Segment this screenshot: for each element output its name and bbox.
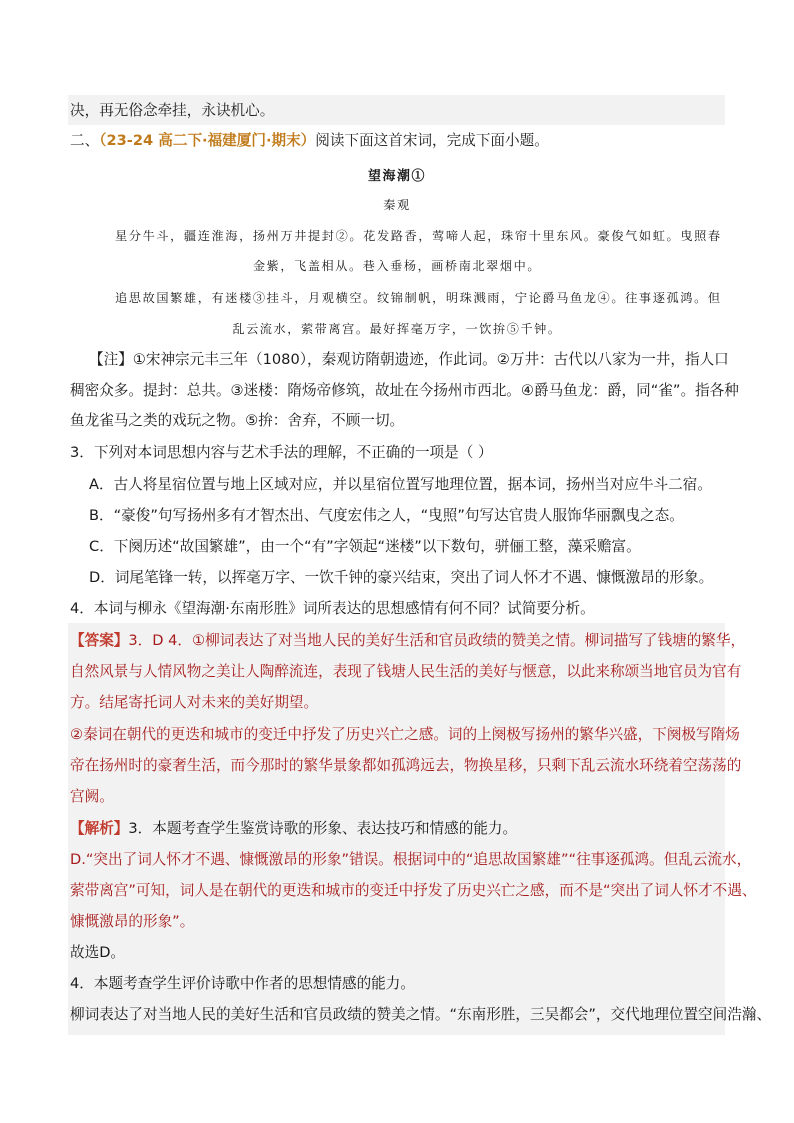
question-3-option-d: D．词尾笔锋一转，以挥毫万字、一饮千钟的豪兴结束，突出了词人怀才不遇、慷慨激昂的形象。 — [89, 569, 714, 586]
answer-line-3: 方。结尾寄托词人对未来的美好期望。 — [70, 694, 319, 711]
question-3-option-c: C．下阕历述“故国繁雄”，由一个“有”字领起“迷楼”以下数句，骈俪工整，藻采赡富。 — [89, 538, 641, 555]
poem-line-2: 金紫，飞盖相从。巷入垂杨，画桥南北翠烟中。 — [252, 259, 542, 273]
note-line-3: 鱼龙雀马之类的戏玩之物。⑤拚：舍弃，不顾一切。 — [70, 412, 405, 429]
answer-tag: 【答案】 — [70, 632, 129, 649]
analysis-line-7: 柳词表达了对当地人民的美好生活和官员政绩的赞美之情。“东南形胜，三吴都会”，交代地理位置空间浩瀚、 — [70, 1006, 772, 1023]
question-3-option-b: B．“豪俊”句写扬州多有才智杰出、气度宏伟之人，“曳照”句写达官贵人服饰华丽飘曳之态。 — [89, 507, 684, 524]
section-prefix: 二、 — [70, 132, 100, 149]
analysis-line-5: 故选D。 — [70, 944, 126, 961]
answer-line-2: 自然风景与人情风物之美让人陶醉流连，表现了钱塘人民生活的美好与惬意，以此来称颂当地官员为官有 — [70, 663, 742, 680]
note-line-2: 稠密众多。提封：总共。③迷楼：隋炀帝修筑，故址在今扬州市西北。④爵马鱼龙：爵，同“雀”。指各种 — [70, 382, 739, 399]
note-line-1: 【注】①宋神宗元丰三年（1080），秦观访隋朝遗迹，作此词。②万井：古代以八家为一井，指人口 — [89, 351, 729, 368]
answer-line-6: 宫阙。 — [70, 788, 114, 805]
analysis-line-4: 慷慨激昂的形象”。 — [70, 913, 195, 930]
poem-title: 望海潮① — [367, 169, 427, 184]
answer-first: 3．D 4．①柳词表达了对当地人民的美好生活和官员政绩的赞美之情。柳词描写了钱塘的繁华， — [128, 632, 746, 649]
section-header — [70, 131, 549, 151]
answer-line-1 — [70, 631, 745, 651]
poem-line-3: 追思故国繁雄，有迷楼③挂斗，月观横空。纹锦制帆，明珠溅雨，宁论爵马鱼龙④。往事逐孤鸿。但 — [115, 291, 722, 305]
poem-line-1: 星分牛斗，疆连淮海，扬州万井提封②。花发路香，莺啼人起，珠帘十里东风。豪俊气如虹。曳照春 — [115, 229, 722, 243]
continuation-line: 决，再无俗念牵挂，永诀机心。 — [70, 102, 275, 119]
analysis-tag: 【解析】 — [70, 820, 129, 837]
question-3-stem: 3．下列对本词思想内容与艺术手法的理解，不正确的一项是（ ） — [70, 444, 493, 461]
source-label: （23-24 高二下·福建厦门·期末） — [99, 132, 316, 149]
poem-line-4: 乱云流水，萦带离宫。最好挥毫万字，一饮拚⑤千钟。 — [232, 322, 562, 336]
poem-author: 秦观 — [383, 198, 411, 212]
analysis-line-3: 萦带离宫”可知，词人是在朝代的更迭和城市的变迁中抒发了历史兴亡之感，而不是“突出了词人怀才不遇、 — [70, 882, 757, 899]
question-4-stem: 4．本词与柳永《望海潮·东南形胜》词所表达的思想感情有何不同？试简要分析。 — [70, 600, 595, 617]
question-3-option-a: A．古人将星宿位置与地上区域对应，并以星宿位置写地理位置，据本词，扬州当对应牛斗二宿。 — [89, 476, 712, 493]
answer-line-5: 帝在扬州时的豪奢生活，而今那时的繁华景象都如孤鸿远去，物换星移，只剩下乱云流水环绕着空荡荡的 — [70, 757, 742, 774]
section-instruction: 阅读下面这首宋词，完成下面小题。 — [315, 132, 549, 149]
answer-line-4: ②秦词在朝代的更迭和城市的变迁中抒发了历史兴亡之感。词的上阕极写扬州的繁华兴盛，下阕极写隋炀 — [70, 726, 740, 743]
analysis-line-1 — [70, 819, 517, 839]
analysis-line-2: D.“突出了词人怀才不遇、慷慨激昂的形象”错误。根据词中的“追思故国繁雄”“往事逐孤鸿。但乱云流水， — [70, 851, 752, 868]
analysis-line-6: 4．本题考查学生评价诗歌中作者的思想情感的能力。 — [70, 975, 415, 992]
analysis-first: 3．本题考查学生鉴赏诗歌的形象、表达技巧和情感的能力。 — [128, 820, 518, 837]
